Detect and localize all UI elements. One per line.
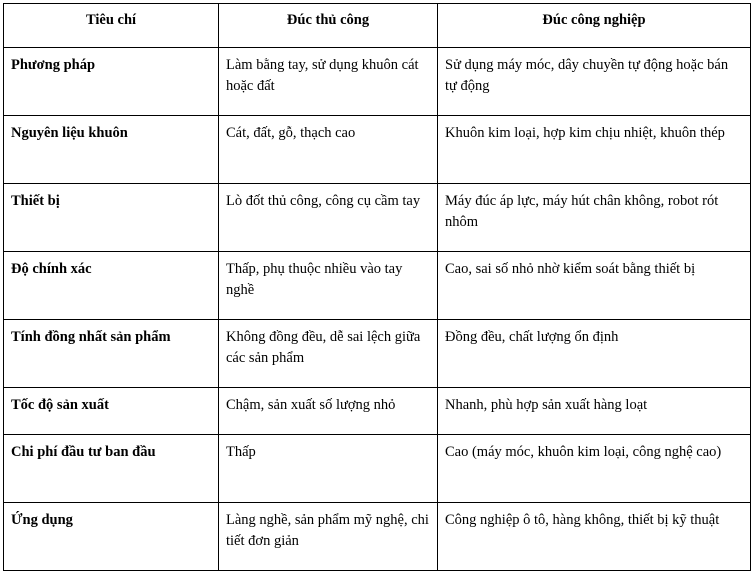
industrial-cell: Cao (máy móc, khuôn kim loại, công nghệ cao) <box>438 435 751 503</box>
industrial-cell: Khuôn kim loại, hợp kim chịu nhiệt, khuôn thép <box>438 116 751 184</box>
table-row <box>4 116 751 184</box>
table-row <box>4 48 751 116</box>
header-criterion: Tiêu chí <box>4 4 219 48</box>
industrial-cell: Cao, sai số nhỏ nhờ kiểm soát bằng thiết bị <box>438 252 751 320</box>
header-industrial-casting: Đúc công nghiệp <box>438 4 751 48</box>
criterion-cell: Chi phí đầu tư ban đầu <box>4 435 219 503</box>
manual-cell: Làm bằng tay, sử dụng khuôn cát hoặc đất <box>219 48 438 116</box>
manual-cell: Làng nghề, sản phẩm mỹ nghệ, chi tiết đơn giản <box>219 503 438 571</box>
manual-cell: Chậm, sản xuất số lượng nhỏ <box>219 388 438 435</box>
industrial-cell: Máy đúc áp lực, máy hút chân không, robot rót nhôm <box>438 184 751 252</box>
comparison-table <box>3 3 751 571</box>
manual-cell: Cát, đất, gỗ, thạch cao <box>219 116 438 184</box>
industrial-cell: Công nghiệp ô tô, hàng không, thiết bị kỹ thuật <box>438 503 751 571</box>
industrial-cell: Đồng đều, chất lượng ổn định <box>438 320 751 388</box>
criterion-cell: Tốc độ sản xuất <box>4 388 219 435</box>
criterion-cell: Độ chính xác <box>4 252 219 320</box>
table-row <box>4 184 751 252</box>
industrial-cell: Sử dụng máy móc, dây chuyền tự động hoặc bán tự động <box>438 48 751 116</box>
criterion-cell: Phương pháp <box>4 48 219 116</box>
header-manual-casting: Đúc thủ công <box>219 4 438 48</box>
industrial-cell: Nhanh, phù hợp sản xuất hàng loạt <box>438 388 751 435</box>
table-row <box>4 435 751 503</box>
criterion-cell: Thiết bị <box>4 184 219 252</box>
header-row <box>4 4 751 48</box>
manual-cell: Không đồng đều, dễ sai lệch giữa các sản phẩm <box>219 320 438 388</box>
manual-cell: Thấp <box>219 435 438 503</box>
table-row <box>4 388 751 435</box>
criterion-cell: Tính đồng nhất sản phẩm <box>4 320 219 388</box>
table-row <box>4 320 751 388</box>
manual-cell: Lò đốt thủ công, công cụ cầm tay <box>219 184 438 252</box>
criterion-cell: Nguyên liệu khuôn <box>4 116 219 184</box>
table-row <box>4 252 751 320</box>
criterion-cell: Ứng dụng <box>4 503 219 571</box>
table-row <box>4 503 751 571</box>
manual-cell: Thấp, phụ thuộc nhiều vào tay nghề <box>219 252 438 320</box>
